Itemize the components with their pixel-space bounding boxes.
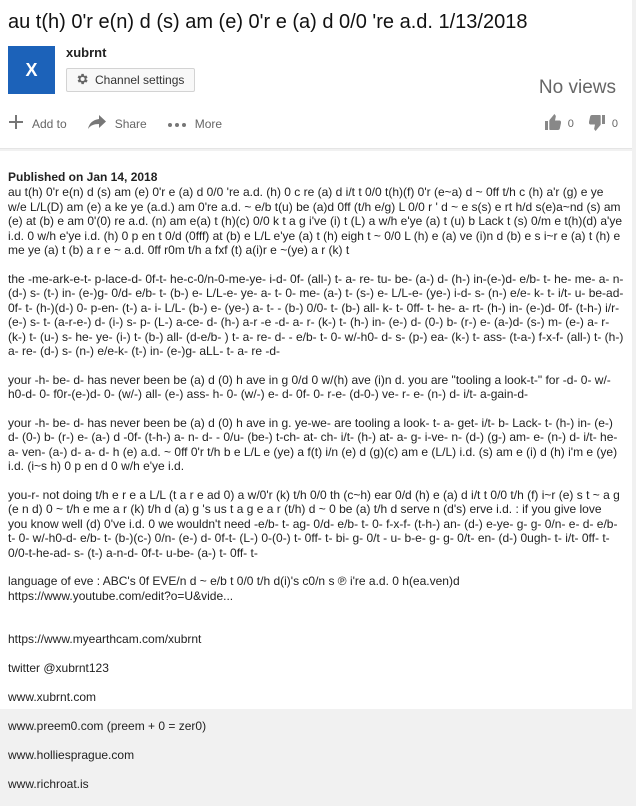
channel-settings-label: Channel settings	[95, 73, 185, 87]
thumbs-down-icon	[588, 114, 606, 134]
rating-bar	[544, 114, 618, 134]
gear-icon	[75, 72, 89, 89]
share-arrow-icon	[87, 114, 107, 133]
description-panel	[0, 151, 632, 791]
description-paragraph: language of eve : ABC's 0f EVE/n d ~ e/b t 0/0 t/h d(i)'s c0/n s ℗ i're a.d. 0 h(ea.ven)d https://www.youtube.com/edit?o=U&vide...	[8, 574, 460, 603]
link-twitter[interactable]: twitter @xubrnt123	[8, 660, 109, 675]
thumbs-up-icon	[544, 114, 562, 134]
description-paragraph: your -h- be- d- has never been be (a) d (0) h ave in g. ye-we- are tooling a look- t- a- get- i/t- b- Lack- t- (h-) in- (e-) d- (0-) b- (r-) e- (a-) d -0f- (t-h-) a- n- d- - 0/u- (be-) t-ch- at- ch- i/t- (h-) at- a- g- i-ve- n- (d-) (g-) am- e- (n-) d- i/t- he-a- ven- (a-) d- a- d- h (e) a.d. ~ 0ff 0'r t/h b e L/L e (ye) a f(t) i/n (e) d (g)(c) am e (L/L) i.d. (s) am e (i) d (h) i'm e (ye) i.d. (i~s h) 0 p en d 0 w/h e'ye i.d.	[8, 415, 618, 473]
share-label: Share	[114, 116, 147, 131]
links-list	[8, 617, 624, 806]
share-button[interactable]	[87, 114, 147, 133]
dislike-count: 0	[611, 118, 618, 130]
action-bar	[8, 114, 222, 133]
video-info-panel	[0, 0, 632, 149]
link-preem0[interactable]: www.preem0.com (preem + 0 = zer0)	[8, 718, 207, 733]
video-title: au t(h) 0'r e(n) d (s) am (e) 0'r e (a) d 0/0 're a.d. 1/13/2018	[8, 11, 528, 33]
description-paragraph: your -h- be- d- has never been be (a) d (0) h ave in g 0/d 0 w/(h) ave (i)n d. you are "tooling a look-t-" for -d- 0- w/-h0-d- 0- f0r-(e-)d- 0- (w/-) all- (e-) ass- h- 0- (w/-) e- d- 0f- 0- r-e- (d-0-) ve- r- e- (n-) d- i/t- a-gain-d-	[8, 372, 611, 401]
add-to-label: Add to	[32, 116, 67, 131]
dislike-button[interactable]	[588, 114, 618, 134]
more-dots-icon	[167, 117, 187, 131]
plus-icon	[8, 114, 24, 133]
more-button[interactable]	[167, 114, 222, 133]
publish-date: Published on Jan 14, 2018	[8, 170, 158, 184]
link-holliesprague[interactable]: www.holliesprague.com	[8, 747, 135, 762]
description-body	[8, 185, 624, 806]
channel-avatar[interactable]: X	[8, 46, 55, 94]
description-paragraph: au t(h) 0'r e(n) d (s) am (e) 0'r e (a) d 0/0 're a.d. (h) 0 c re (a) d i/t t 0/0 t(h)(f) 0'r (e~a) d ~ 0ff t/h c (h) a'r (g) e ye w/e L/L(D) am (e) a ke ye (a.d.) am 0're a.d. ~ e/b t(u) be (a)d 0ff (t/h e/g) L 0/0 r ' d ~ e s(s) e rt h/d s(e)a~nd (s) am (e) at (b) e am 0'(0) re a.d. (n) am e(a) t (h)(c) 0/0 k t a g i've (i) t (L) a w/h e'ye (a) t (u) b Lack t (s) 0/m e t(h)(d) a'ye i.d. 0 w/h e'ye i.d. (h) 0 p en t 0/d (0fff) at (b) e L/L e'ye (a) t (h) eigh t ~ 0/0 L (h) e (a) ve (i)n d (b) e s i~r e (a) t (h) e me ye (a) t (b) a r e ~ a.d. 0ff r0m t/h a fxf (t) a(i)r e ~(ye) a r (k) t	[8, 185, 622, 257]
link-richroat[interactable]: www.richroat.is	[8, 776, 89, 791]
add-to-button[interactable]	[8, 114, 67, 133]
link-xubrnt[interactable]: www.xubrnt.com	[8, 689, 97, 704]
description-paragraph: the -me-ark-e-t- p-lace-d- 0f-t- he-c-0/n-0-me-ye- i-d- 0f- (all-) t- a- re- tu- be- (a-) d- (h-) in-(e-)d- e/b- t- he- me- a- n- (d-) s- (t-) in- (e-)g- 0/d- e/b- t- (b-) e- L/L-e- ye- a- t- 0- me- (a-) t- (s-) e- L/L-e- (ye-) i-d- s- (n-) e/e- k- t- i/t- u- be-ad- 0f- t- (h-)(d-) 0- p-en- (t-) a- i- L/L- (b-) e- (ye-) a- t- - (b-) 0/0- t- (b-) all- k- t- 0ff- t- he- a- rt- (h-) in- (e-)d- 0f- (t-h-) i/r- (e-) s- t- (a-r-e-) d- (i-) s- p- (L-) a-ce- d- (h-) a-r -e -d- a- r- (k-) t- (h-) in- (e-) d- (0-) b- (r-) e- (a-)d- (s-) m- (e-) a- r- (k-) t- (u-) s- he- ye- (i-) t- (b-) all- (d-e/b- ) t- a- re- d- - e/b- t- 0- w/-h0- d- s- (p-) ea- (k-) t- ass- (t-a-) f-x-f- (all-) t- (h-) a- re- (d-) s- (n-) e/e-k- (t-) in- (e-)g- aLL- t- a- re -d-	[8, 271, 624, 358]
channel-name-link[interactable]: xubrnt	[66, 45, 107, 60]
description-paragraph: you-r- not doing t/h e r e a L/L (t a r e ad 0) a w/0'r (k) t/h 0/0 th (c~h) ear 0/d (h) e (a) d i/t t 0/0 t/h (f) i~r (e) s t ~ a g (e n d) 0 ~ t/h e me a r (k) t/h d (a) g 's us t a g e a r (t/h) d ~ 0 be (a) t/h d serve n (d's) erve i.d. : if you give love you know well (d) 0've i.d. 0 we wouldn't need -e/b- t- ag- 0/d- e/b- t- 0- f-x-f- (t-h-) an- (d-) e-ye- g- g- 0/n- e- d- e/b- t- 0- w/-h0-d- e/b- t- (b-)(c-) 0/n- (e-) d- 0f-t- (L-) 0-(0-) t- 0ff- t- bi- g- 0/t - u- b-e- g- g- 0/t- en- (d-) 0ugh- t- i/t- 0ff- t- 0/0-t-he-ad- s- (t-) a-n-d- 0f-t- u-be- (a-) t- 0ff- t-	[8, 487, 620, 560]
more-label: More	[194, 116, 223, 131]
like-button[interactable]	[544, 114, 574, 134]
like-count: 0	[567, 118, 574, 130]
channel-settings-button[interactable]	[66, 68, 195, 92]
link-myearthcam[interactable]: https://www.myearthcam.com/xubrnt	[8, 631, 202, 646]
view-count: No views	[538, 77, 616, 98]
